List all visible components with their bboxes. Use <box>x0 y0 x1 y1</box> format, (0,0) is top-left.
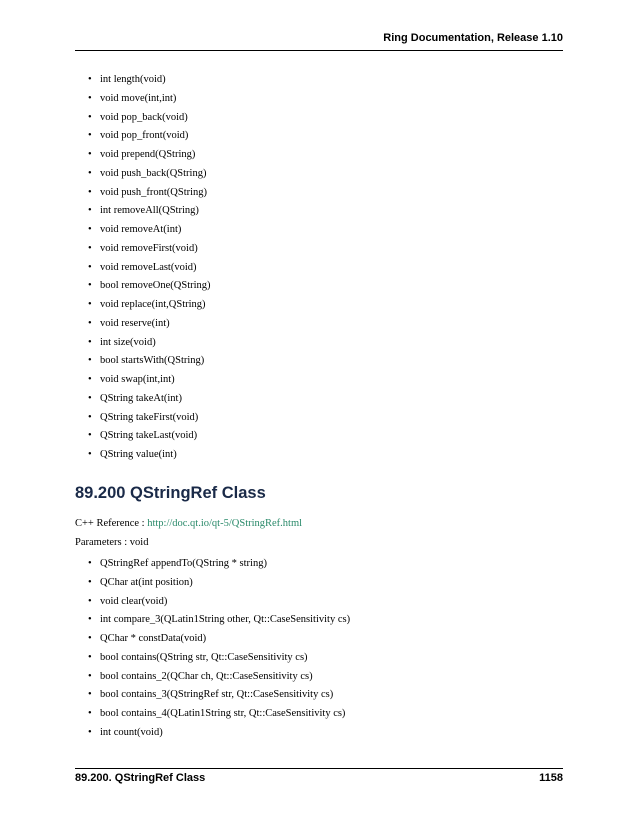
list-item-text: void replace(int,QString) <box>100 299 206 310</box>
list-item <box>88 593 350 612</box>
list-item <box>88 705 350 724</box>
list-item <box>88 686 350 705</box>
list-item <box>88 649 350 668</box>
list-item-text: void push_back(QString) <box>100 167 207 179</box>
bullet-icon: • <box>88 186 92 198</box>
bullet-icon: • <box>88 614 92 626</box>
list-item <box>88 90 211 109</box>
list-item <box>88 724 350 743</box>
bullet-icon: • <box>88 670 92 682</box>
list-item <box>88 574 350 593</box>
bullet-icon: • <box>88 355 92 367</box>
bullet-icon: • <box>88 111 92 123</box>
bullet-icon: • <box>88 633 92 644</box>
page-header <box>75 32 563 50</box>
list-item-text: void removeAt(int) <box>100 224 182 235</box>
bullet-icon: • <box>88 167 92 179</box>
bullet-icon: • <box>88 726 92 738</box>
bullet-icon: • <box>88 651 92 663</box>
page-number: 1158 <box>539 772 563 784</box>
list-item-text: void removeLast(void) <box>100 261 197 273</box>
list-item-text: void swap(int,int) <box>100 374 175 385</box>
list-item-text: QString takeFirst(void) <box>100 411 199 423</box>
list-item-text: QString takeLast(void) <box>100 430 198 442</box>
list-item-text: bool contains_4(QLatin1String str, Qt::CaseSensitivity cs) <box>100 708 346 719</box>
list-item <box>88 165 211 184</box>
list-item-text: void pop_front(void) <box>100 130 189 142</box>
list-item-text: QString value(int) <box>100 449 177 460</box>
list-item-text: bool startsWith(QString) <box>100 355 205 367</box>
bullet-icon: • <box>88 280 92 292</box>
bullet-icon: • <box>88 392 92 404</box>
list-item-text: QString takeAt(int) <box>100 392 182 404</box>
list-item-text: bool contains_2(QChar ch, Qt::CaseSensitivity cs) <box>100 670 313 682</box>
bullet-icon: • <box>88 74 92 85</box>
list-item-text: QStringRef appendTo(QString * string) <box>100 558 267 569</box>
bullet-icon: • <box>88 449 92 460</box>
bullet-icon: • <box>88 595 92 607</box>
bullet-icon: • <box>88 558 92 569</box>
list-item <box>88 555 350 574</box>
reference-label: C++ Reference : <box>75 518 148 529</box>
bullet-icon: • <box>88 299 92 310</box>
bullet-icon: • <box>88 411 92 423</box>
list-item-text: int removeAll(QString) <box>100 205 199 217</box>
list-item <box>88 221 211 240</box>
bullet-icon: • <box>88 689 92 701</box>
bullet-icon: • <box>88 130 92 142</box>
list-item <box>88 240 211 259</box>
bullet-icon: • <box>88 149 92 160</box>
bullet-icon: • <box>88 224 92 235</box>
list-item-text: int length(void) <box>100 74 166 85</box>
cpp-reference-line <box>75 518 302 529</box>
list-item <box>88 427 211 446</box>
bullet-icon: • <box>88 576 92 588</box>
list-item-text: QChar at(int position) <box>100 576 193 588</box>
list-item <box>88 668 350 687</box>
list-item-text: bool contains(QString str, Qt::CaseSensitivity cs) <box>100 651 308 663</box>
bullet-icon: • <box>88 205 92 217</box>
method-list-top <box>88 71 211 465</box>
list-item-text: bool removeOne(QString) <box>100 280 211 292</box>
list-item <box>88 71 211 90</box>
list-item-text: void prepend(QString) <box>100 149 196 160</box>
list-item-text: void clear(void) <box>100 595 168 607</box>
header-title: Ring Documentation, Release 1.10 <box>383 32 563 44</box>
bullet-icon: • <box>88 317 92 329</box>
list-item-text: QChar * constData(void) <box>100 633 207 644</box>
bullet-icon: • <box>88 242 92 254</box>
list-item-text: void push_front(QString) <box>100 186 208 198</box>
list-item <box>88 277 211 296</box>
list-item-text: int compare_3(QLatin1String other, Qt::CaseSensitivity cs) <box>100 614 351 626</box>
reference-link[interactable]: http://doc.qt.io/qt-5/QStringRef.html <box>147 518 303 529</box>
method-list-bottom <box>88 555 350 743</box>
header-divider <box>75 50 563 51</box>
list-item-text: int size(void) <box>100 336 156 348</box>
section-title: 89.200 QStringRef Class <box>75 484 266 502</box>
list-item <box>88 296 211 315</box>
bullet-icon: • <box>88 261 92 273</box>
list-item <box>88 630 350 649</box>
bullet-icon: • <box>88 336 92 348</box>
list-item-text: void move(int,int) <box>100 92 177 104</box>
list-item <box>88 109 211 128</box>
list-item-text: bool contains_3(QStringRef str, Qt::CaseSensitivity cs) <box>100 689 334 701</box>
list-item <box>88 146 211 165</box>
list-item-text: void reserve(int) <box>100 317 170 329</box>
list-item <box>88 334 211 353</box>
bullet-icon: • <box>88 92 92 104</box>
bullet-icon: • <box>88 430 92 442</box>
bullet-icon: • <box>88 374 92 385</box>
list-item <box>88 184 211 203</box>
list-item <box>88 259 211 278</box>
footer-divider <box>75 768 563 769</box>
list-item <box>88 371 211 390</box>
list-item <box>88 390 211 409</box>
list-item <box>88 409 211 428</box>
list-item-text: void removeFirst(void) <box>100 242 198 254</box>
bullet-icon: • <box>88 708 92 719</box>
parameters-line: Parameters : void <box>75 537 149 548</box>
list-item <box>88 202 211 221</box>
list-item-text: int count(void) <box>100 726 163 738</box>
list-item <box>88 315 211 334</box>
list-item <box>88 611 350 630</box>
list-item <box>88 127 211 146</box>
footer-section: 89.200. QStringRef Class <box>75 772 206 784</box>
list-item-text: void pop_back(void) <box>100 111 188 123</box>
list-item <box>88 446 211 465</box>
page-footer <box>75 772 563 784</box>
list-item <box>88 352 211 371</box>
